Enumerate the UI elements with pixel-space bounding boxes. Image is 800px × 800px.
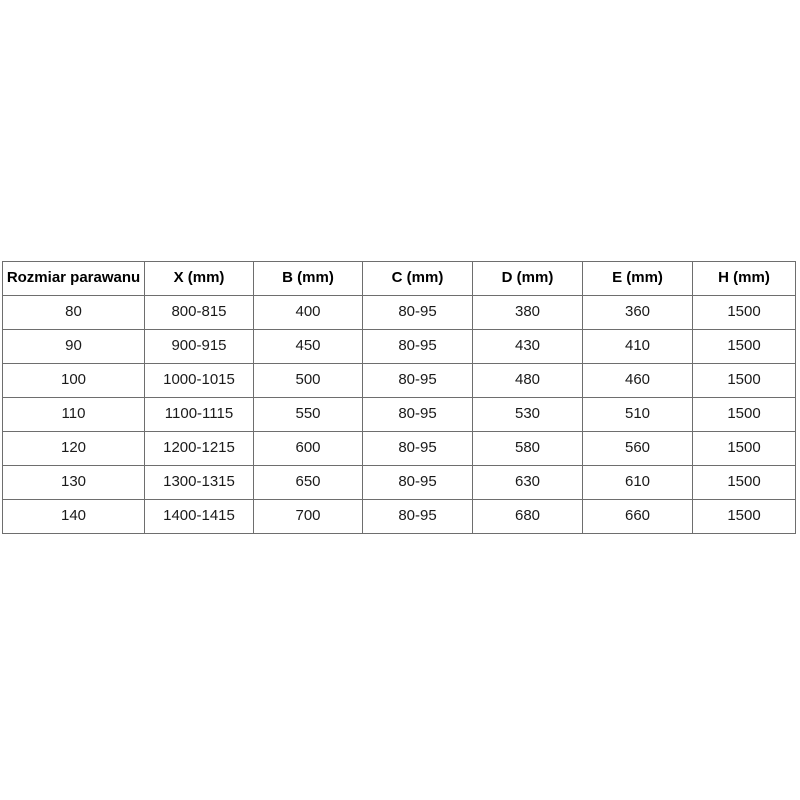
table-cell: 1500 xyxy=(693,330,796,364)
table-cell: 380 xyxy=(473,296,583,330)
table-cell: 1500 xyxy=(693,432,796,466)
column-header-rozmiar: Rozmiar parawanu xyxy=(3,262,145,296)
table-cell: 580 xyxy=(473,432,583,466)
table-cell: 1000-1015 xyxy=(145,364,254,398)
column-header-h: H (mm) xyxy=(693,262,796,296)
table-cell: 100 xyxy=(3,364,145,398)
column-header-d: D (mm) xyxy=(473,262,583,296)
table-cell: 1300-1315 xyxy=(145,466,254,500)
spec-table-header xyxy=(3,262,796,296)
table-cell: 80-95 xyxy=(363,500,473,534)
spec-table xyxy=(2,261,796,534)
table-cell: 140 xyxy=(3,500,145,534)
table-cell: 450 xyxy=(254,330,363,364)
table-cell: 1500 xyxy=(693,364,796,398)
table-cell: 560 xyxy=(583,432,693,466)
column-header-e: E (mm) xyxy=(583,262,693,296)
table-cell: 430 xyxy=(473,330,583,364)
table-cell: 1500 xyxy=(693,398,796,432)
table-cell: 680 xyxy=(473,500,583,534)
table-cell: 800-815 xyxy=(145,296,254,330)
table-row xyxy=(3,466,796,500)
table-cell: 700 xyxy=(254,500,363,534)
table-cell: 410 xyxy=(583,330,693,364)
table-cell: 360 xyxy=(583,296,693,330)
table-cell: 80-95 xyxy=(363,466,473,500)
table-row xyxy=(3,364,796,398)
table-cell: 900-915 xyxy=(145,330,254,364)
column-header-c: C (mm) xyxy=(363,262,473,296)
table-cell: 90 xyxy=(3,330,145,364)
table-cell: 660 xyxy=(583,500,693,534)
table-row xyxy=(3,432,796,466)
table-cell: 530 xyxy=(473,398,583,432)
table-cell: 610 xyxy=(583,466,693,500)
table-cell: 80-95 xyxy=(363,398,473,432)
table-cell: 80-95 xyxy=(363,330,473,364)
table-cell: 460 xyxy=(583,364,693,398)
table-cell: 510 xyxy=(583,398,693,432)
table-cell: 1500 xyxy=(693,466,796,500)
table-cell: 80-95 xyxy=(363,432,473,466)
table-cell: 1400-1415 xyxy=(145,500,254,534)
table-cell: 550 xyxy=(254,398,363,432)
table-cell: 1500 xyxy=(693,500,796,534)
table-cell: 80-95 xyxy=(363,296,473,330)
table-cell: 500 xyxy=(254,364,363,398)
table-cell: 480 xyxy=(473,364,583,398)
table-row xyxy=(3,398,796,432)
column-header-x: X (mm) xyxy=(145,262,254,296)
table-cell: 1500 xyxy=(693,296,796,330)
table-row xyxy=(3,296,796,330)
spec-table-body xyxy=(3,296,796,534)
column-header-b: B (mm) xyxy=(254,262,363,296)
table-cell: 80 xyxy=(3,296,145,330)
table-row xyxy=(3,330,796,364)
table-cell: 1100-1115 xyxy=(145,398,254,432)
table-cell: 400 xyxy=(254,296,363,330)
table-cell: 1200-1215 xyxy=(145,432,254,466)
table-cell: 80-95 xyxy=(363,364,473,398)
table-cell: 130 xyxy=(3,466,145,500)
header-row xyxy=(3,262,796,296)
table-cell: 110 xyxy=(3,398,145,432)
table-row xyxy=(3,500,796,534)
table-cell: 120 xyxy=(3,432,145,466)
table-cell: 650 xyxy=(254,466,363,500)
table-cell: 600 xyxy=(254,432,363,466)
table-cell: 630 xyxy=(473,466,583,500)
